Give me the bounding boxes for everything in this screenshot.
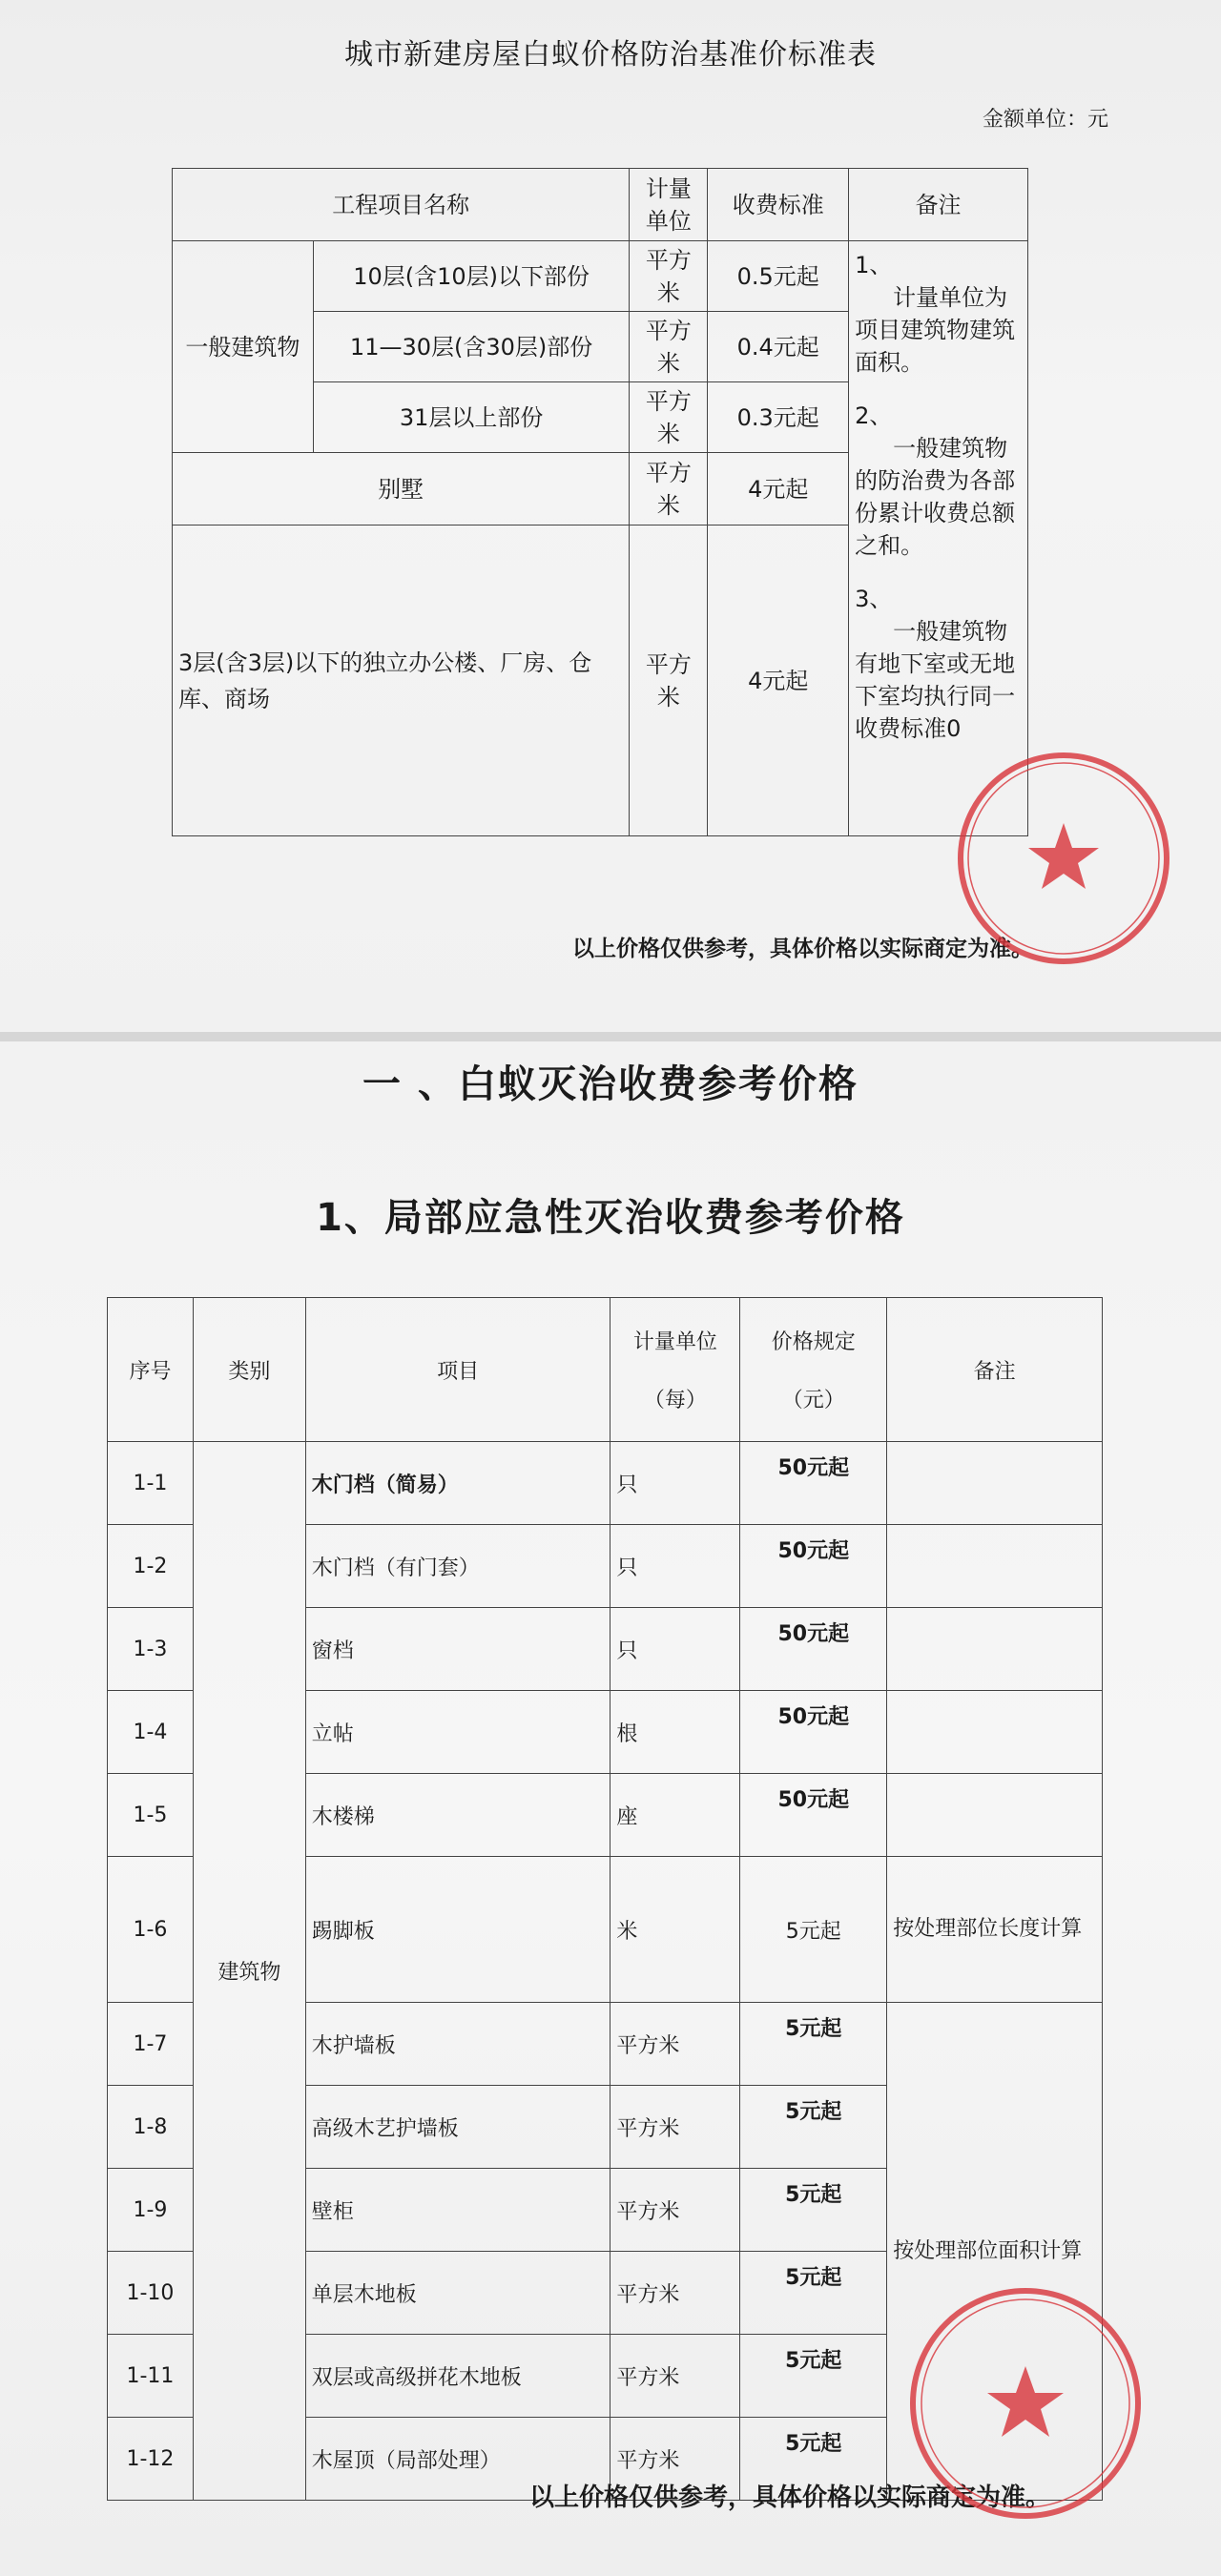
row-seq: 1-9 — [108, 2169, 194, 2252]
office-unit: 平方米 — [630, 526, 708, 836]
row-price: 5元起 — [740, 2252, 887, 2335]
remarks-cell — [849, 241, 1028, 836]
row-unit: 平方米 — [610, 2335, 740, 2418]
row-price: 5元起 — [740, 2003, 887, 2086]
row-unit: 米 — [610, 1857, 740, 2003]
header-project: 工程项目名称 — [173, 169, 630, 241]
row-item: 双层或高级拼花木地板 — [305, 2335, 610, 2418]
header-seq: 序号 — [108, 1298, 194, 1442]
page-divider — [0, 1032, 1221, 1041]
row-unit: 平方米 — [610, 2418, 740, 2501]
row-price: 5元起 — [740, 1857, 887, 2003]
row-unit: 只 — [610, 1442, 740, 1525]
row-unit: 座 — [610, 1774, 740, 1857]
row-seq: 1-4 — [108, 1691, 194, 1774]
row-seq: 1-6 — [108, 1857, 194, 2003]
villa-fee: 4元起 — [708, 453, 849, 526]
header-unit: 计量单位 （每） — [610, 1298, 740, 1442]
row-item: 木楼梯 — [305, 1774, 610, 1857]
office-fee: 4元起 — [708, 526, 849, 836]
row-unit: 只 — [610, 1525, 740, 1608]
row-item: 高级木艺护墙板 — [305, 2086, 610, 2169]
general-building-label: 一般建筑物 — [173, 241, 314, 453]
termite-prevention-standard-table — [172, 168, 1028, 836]
row-seq: 1-10 — [108, 2252, 194, 2335]
row-remark-empty — [887, 1691, 1103, 1774]
row-seq: 1-1 — [108, 1442, 194, 1525]
header-remark: 备注 — [887, 1298, 1103, 1442]
row-price: 50元起 — [740, 1608, 887, 1691]
villa-item: 别墅 — [173, 453, 630, 526]
row-remark-empty — [887, 1525, 1103, 1608]
row-item: 木门档（简易） — [305, 1442, 610, 1525]
row-remark-empty — [887, 1774, 1103, 1857]
row-item: 单层木地板 — [305, 2252, 610, 2335]
row-unit: 平方米 — [610, 2086, 740, 2169]
row-seq: 1-12 — [108, 2418, 194, 2501]
emergency-termite-price-table — [107, 1297, 1103, 2501]
subsection-title: 1、局部应急性灭治收费参考价格 — [316, 1196, 905, 1240]
row-item: 木护墙板 — [305, 2003, 610, 2086]
header-remark: 备注 — [849, 169, 1028, 241]
row-item: 11—30层(含30层)部份 — [313, 312, 630, 382]
row-item: 10层(含10层)以下部份 — [313, 241, 630, 312]
row-item: 木门档（有门套） — [305, 1525, 610, 1608]
row-price: 50元起 — [740, 1691, 887, 1774]
office-item: 3层(含3层)以下的独立办公楼、厂房、仓 库、商场 — [173, 526, 630, 836]
row-item: 窗档 — [305, 1608, 610, 1691]
currency-unit-note: 金额单位：元 — [982, 108, 1108, 132]
row-price: 50元起 — [740, 1774, 887, 1857]
row-unit: 平方米 — [610, 2169, 740, 2252]
header-price: 价格规定 （元） — [740, 1298, 887, 1442]
row-price: 5元起 — [740, 2418, 887, 2501]
row-item: 壁柜 — [305, 2169, 610, 2252]
remark-area-based: 按处理部位面积计算 — [887, 2003, 1103, 2501]
page1-title: 城市新建房屋白蚁价格防治基准价标准表 — [344, 38, 877, 72]
row-fee: 0.5元起 — [708, 241, 849, 312]
row-item: 木屋顶（局部处理） — [305, 2418, 610, 2501]
remark-1: 1、 计量单位为项目建筑物建筑面积。 — [855, 252, 1016, 376]
row-remark-empty — [887, 1608, 1103, 1691]
row-unit: 平方米 — [610, 2252, 740, 2335]
villa-unit: 平方米 — [630, 453, 708, 526]
remark-length-based: 按处理部位长度计算 — [887, 1857, 1103, 2003]
header-fee: 收费标准 — [708, 169, 849, 241]
row-item: 立帖 — [305, 1691, 610, 1774]
row-unit: 平方米 — [610, 2003, 740, 2086]
row-unit: 平方米 — [630, 241, 708, 312]
page2-footer-note: 以上价格仅供参考，具体价格以实际商定为准。 — [529, 2483, 1051, 2512]
header-category: 类别 — [193, 1298, 305, 1442]
row-price: 50元起 — [740, 1525, 887, 1608]
header-unit: 计量单位 — [630, 169, 708, 241]
row-seq: 1-2 — [108, 1525, 194, 1608]
row-seq: 1-3 — [108, 1608, 194, 1691]
row-seq: 1-8 — [108, 2086, 194, 2169]
row-unit: 平方米 — [630, 312, 708, 382]
category-building: 建筑物 — [193, 1442, 305, 2501]
row-unit: 根 — [610, 1691, 740, 1774]
row-item: 踢脚板 — [305, 1857, 610, 2003]
page1-footer-note: 以上价格仅供参考，具体价格以实际商定为准。 — [572, 937, 1033, 961]
row-unit: 只 — [610, 1608, 740, 1691]
row-price: 5元起 — [740, 2335, 887, 2418]
row-seq: 1-11 — [108, 2335, 194, 2418]
remark-3: 3、 一般建筑物有地下室或无地下室均执行同一收费标准0 — [855, 586, 1016, 742]
header-item: 项目 — [305, 1298, 610, 1442]
section-title: 一 、白蚁灭治收费参考价格 — [362, 1062, 859, 1106]
row-unit: 平方米 — [630, 382, 708, 453]
row-remark-empty — [887, 1442, 1103, 1525]
row-price: 5元起 — [740, 2169, 887, 2252]
row-seq: 1-7 — [108, 2003, 194, 2086]
row-fee: 0.3元起 — [708, 382, 849, 453]
remark-2: 2、 一般建筑物的防治费为各部份累计收费总额之和。 — [855, 402, 1016, 559]
row-price: 5元起 — [740, 2086, 887, 2169]
row-item: 31层以上部份 — [313, 382, 630, 453]
row-price: 50元起 — [740, 1442, 887, 1525]
row-seq: 1-5 — [108, 1774, 194, 1857]
row-fee: 0.4元起 — [708, 312, 849, 382]
